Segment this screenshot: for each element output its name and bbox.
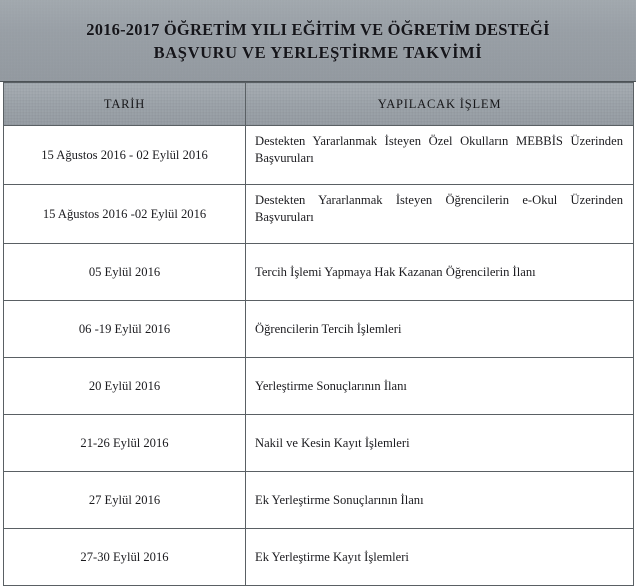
cell-date: 15 Ağustos 2016 -02 Eylül 2016 [4, 185, 246, 244]
cell-task [246, 126, 634, 185]
cell-date: 06 -19 Eylül 2016 [4, 301, 246, 358]
table-row [4, 126, 634, 185]
cell-date: 27-30 Eylül 2016 [4, 529, 246, 586]
cell-date: 27 Eylül 2016 [4, 472, 246, 529]
table-row [4, 529, 634, 586]
calendar-table [3, 82, 634, 586]
table-row [4, 358, 634, 415]
cell-date: 20 Eylül 2016 [4, 358, 246, 415]
document-title-line-1: 2016-2017 ÖĞRETİM YILI EĞİTİM VE ÖĞRETİM DESTEĞİ [86, 19, 550, 39]
document-title-band [0, 0, 636, 82]
cell-task: Öğrencilerin Tercih İşlemleri [246, 301, 634, 358]
cell-task [246, 185, 634, 244]
cell-task-line-1: Destekten Yararlanmak İsteyen Özel Okulların MEBBİS Üzerinden [255, 134, 623, 148]
cell-date: 21-26 Eylül 2016 [4, 415, 246, 472]
cell-date: 15 Ağustos 2016 - 02 Eylül 2016 [4, 126, 246, 185]
table-row [4, 185, 634, 244]
cell-task-line-2: Başvuruları [255, 210, 314, 224]
table-row [4, 415, 634, 472]
document-title-line-2: BAŞVURU VE YERLEŞTİRME TAKVİMİ [153, 43, 483, 62]
cell-task: Tercih İşlemi Yapmaya Hak Kazanan Öğrencilerin İlanı [246, 244, 634, 301]
cell-task: Ek Yerleştirme Kayıt İşlemleri [246, 529, 634, 586]
cell-task: Yerleştirme Sonuçlarının İlanı [246, 358, 634, 415]
table-header [4, 83, 634, 126]
cell-task: Ek Yerleştirme Sonuçlarının İlanı [246, 472, 634, 529]
cell-task-line-2: Başvuruları [255, 151, 314, 165]
table-row [4, 301, 634, 358]
cell-date: 05 Eylül 2016 [4, 244, 246, 301]
cell-task: Nakil ve Kesin Kayıt İşlemleri [246, 415, 634, 472]
column-header-task: YAPILACAK İŞLEM [246, 83, 634, 126]
cell-task-line-1: Destekten Yararlanmak İsteyen Öğrencilerin e-Okul Üzerinden [255, 193, 623, 207]
table-row [4, 472, 634, 529]
column-header-date: TARİH [4, 83, 246, 126]
table-header-row [4, 83, 634, 126]
table-row [4, 244, 634, 301]
table-body [4, 126, 634, 586]
